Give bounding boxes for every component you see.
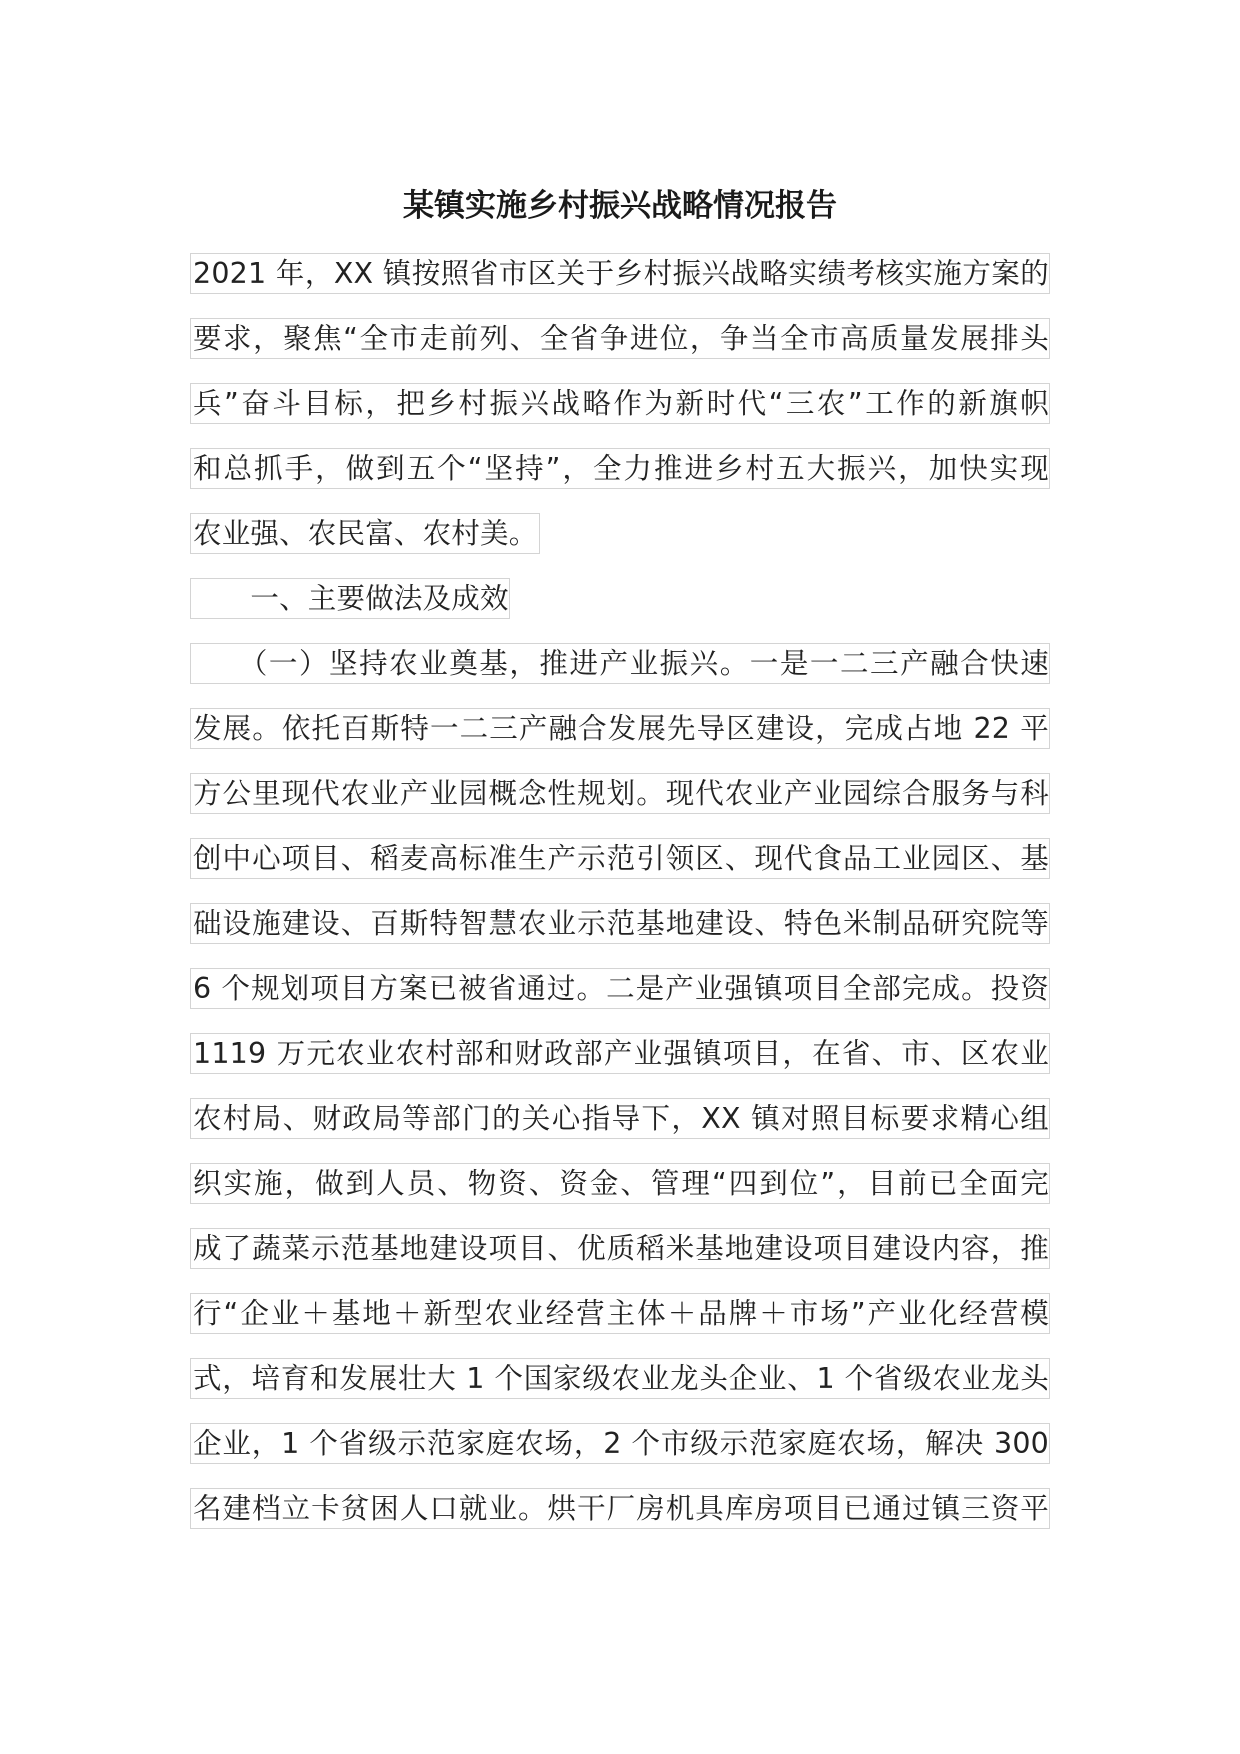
text-line: 农村局、财政局等部门的关心指导下，XX 镇对照目标要求精心组 (190, 1098, 1050, 1139)
text-line: 式，培育和发展壮大 1 个国家级农业龙头企业、1 个省级农业龙头 (190, 1358, 1050, 1399)
text-line: 织实施，做到人员、物资、资金、管理“四到位”，目前已全面完 (190, 1163, 1050, 1204)
text-line: 创中心项目、稻麦高标准生产示范引领区、现代食品工业园区、基 (190, 838, 1050, 879)
text-line: （一）坚持农业奠基，推进产业振兴。一是一二三产融合快速 (190, 643, 1050, 684)
text-line: 发展。依托百斯特一二三产融合发展先导区建设，完成占地 22 平 (190, 708, 1050, 749)
text-line: 础设施建设、百斯特智慧农业示范基地建设、特色米制品研究院等 (190, 903, 1050, 944)
text-line: 兵”奋斗目标，把乡村振兴战略作为新时代“三农”工作的新旗帜 (190, 383, 1050, 424)
text-line: 2021 年，XX 镇按照省市区关于乡村振兴战略实绩考核实施方案的 (190, 253, 1050, 294)
text-line: 企业，1 个省级示范家庭农场，2 个市级示范家庭农场，解决 300 (190, 1423, 1050, 1464)
document-title: 某镇实施乡村振兴战略情况报告 (403, 188, 837, 224)
text-line: 6 个规划项目方案已被省通过。二是产业强镇项目全部完成。投资 (190, 968, 1050, 1009)
text-line: 要求，聚焦“全市走前列、全省争进位，争当全市高质量发展排头 (190, 318, 1050, 359)
text-line: 方公里现代农业产业园概念性规划。现代农业产业园综合服务与科 (190, 773, 1050, 814)
text-line: 和总抓手，做到五个“坚持”，全力推进乡村五大振兴，加快实现 (190, 448, 1050, 489)
text-line: 名建档立卡贫困人口就业。烘干厂房机具库房项目已通过镇三资平 (190, 1488, 1050, 1529)
text-line: 农业强、农民富、农村美。 (190, 513, 540, 554)
document-body (190, 253, 1050, 1553)
text-line: 行“企业＋基地＋新型农业经营主体＋品牌＋市场”产业化经营模 (190, 1293, 1050, 1334)
text-line: 1119 万元农业农村部和财政部产业强镇项目，在省、市、区农业 (190, 1033, 1050, 1074)
text-line: 一、主要做法及成效 (190, 578, 510, 619)
text-line: 成了蔬菜示范基地建设项目、优质稻米基地建设项目建设内容，推 (190, 1228, 1050, 1269)
